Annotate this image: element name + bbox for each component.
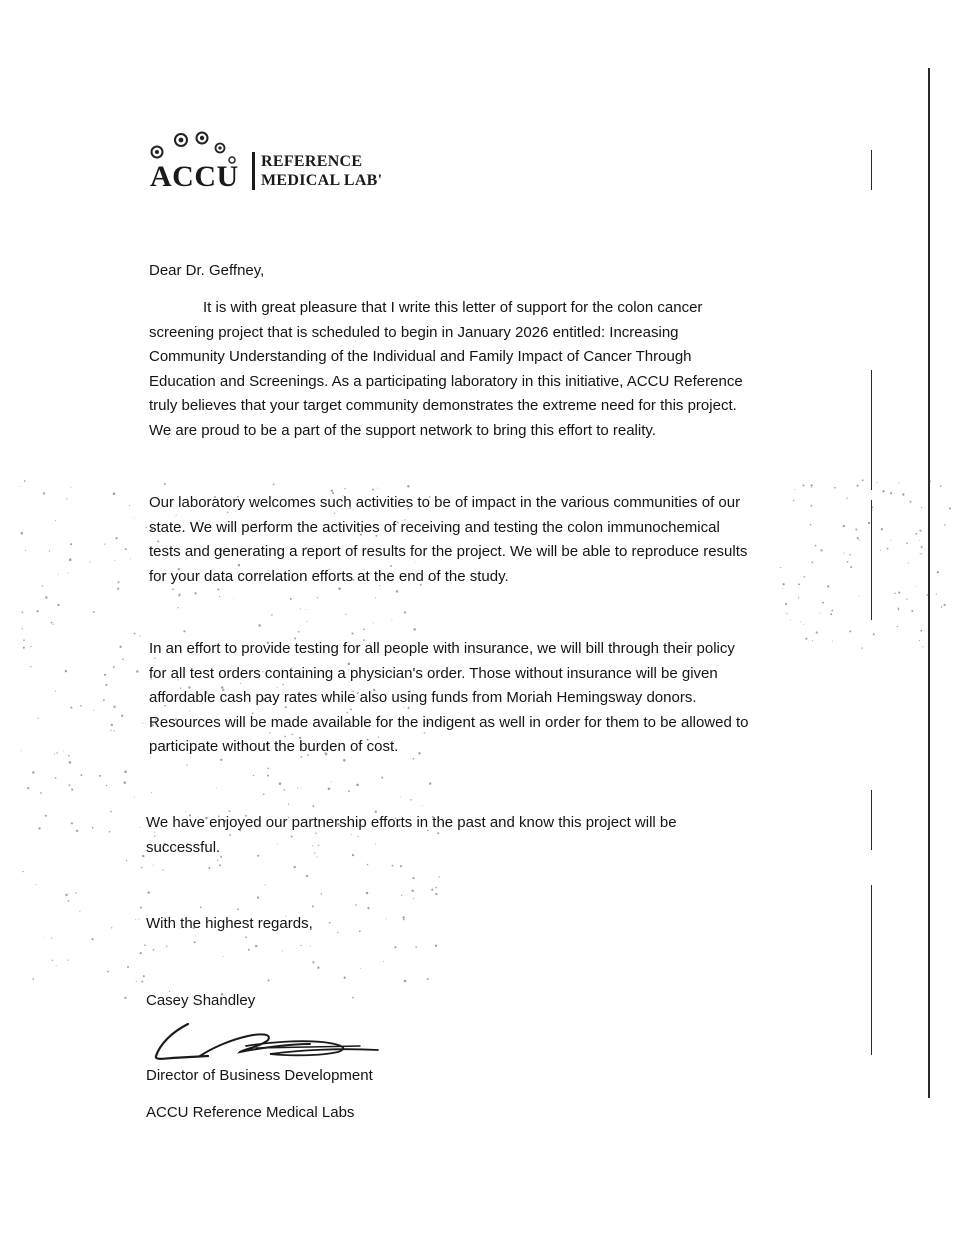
signer-name: Casey Shandley <box>146 992 256 1009</box>
paragraph-line: Community Understanding of the Individual and Family Impact of Cancer Through <box>149 348 692 365</box>
company-logo <box>150 130 410 200</box>
paragraph-line: We are proud to be a part of the support network to bring this effort to reality. <box>149 421 656 439</box>
paragraph-support <box>149 296 854 443</box>
paragraph-line: affordable cash pay rates while also using funds from Moriah Hemingsway donors. <box>149 689 697 706</box>
salutation: Dear Dr. Geffney, <box>149 262 265 279</box>
paragraph-partnership <box>146 811 851 860</box>
paragraph-line: We have enjoyed our partnership efforts in the past and know this project will be <box>146 814 677 831</box>
logo-dots-icon <box>150 130 240 164</box>
logo-name-line2: MEDICAL LAB' <box>261 172 383 189</box>
signature-icon <box>150 1018 390 1066</box>
paragraph-line: successful. <box>146 838 221 856</box>
paragraph-line: Education and Screenings. As a participating laboratory in this initiative, ACCU Reference <box>149 372 743 390</box>
paragraph-line: for all test orders containing a physician's order. Those without insurance will be given <box>149 664 718 682</box>
paragraph-billing <box>149 637 854 760</box>
paragraph-line: Our laboratory welcomes such activities to be of impact in the various communities of our <box>149 494 741 511</box>
signer-organization: ACCU Reference Medical Labs <box>146 1104 355 1121</box>
closing: With the highest regards, <box>146 915 313 932</box>
logo-divider <box>252 152 255 190</box>
paragraph-line: tests and generating a report of results for the project. We will be able to reproduce results <box>149 543 748 560</box>
paragraph-line: for your data correlation efforts at the end of the study. <box>149 567 509 585</box>
paragraph-activities <box>149 491 854 589</box>
paragraph-line: In an effort to provide testing for all people with insurance, we will bill through their policy <box>149 640 735 657</box>
paragraph-line: state. We will perform the activities of receiving and testing the colon immunochemical <box>149 518 720 536</box>
paragraph-line: truly believes that your target community demonstrates the extreme need for this project. <box>149 397 737 414</box>
paragraph-line: Resources will be made available for the indigent as well in order for them to be allowed to <box>149 713 749 731</box>
logo-company-name <box>261 152 382 190</box>
logo-name-line1: REFERENCE <box>261 153 363 170</box>
paragraph-line: It is with great pleasure that I write this letter of support for the colon cancer <box>203 299 703 316</box>
paragraph-line: screening project that is scheduled to begin in January 2026 entitled: Increasing <box>149 323 679 341</box>
signer-title: Director of Business Development <box>146 1067 373 1084</box>
paragraph-line: participate without the burden of cost. <box>149 738 399 755</box>
logo-brand-text: ACCU <box>150 160 239 193</box>
